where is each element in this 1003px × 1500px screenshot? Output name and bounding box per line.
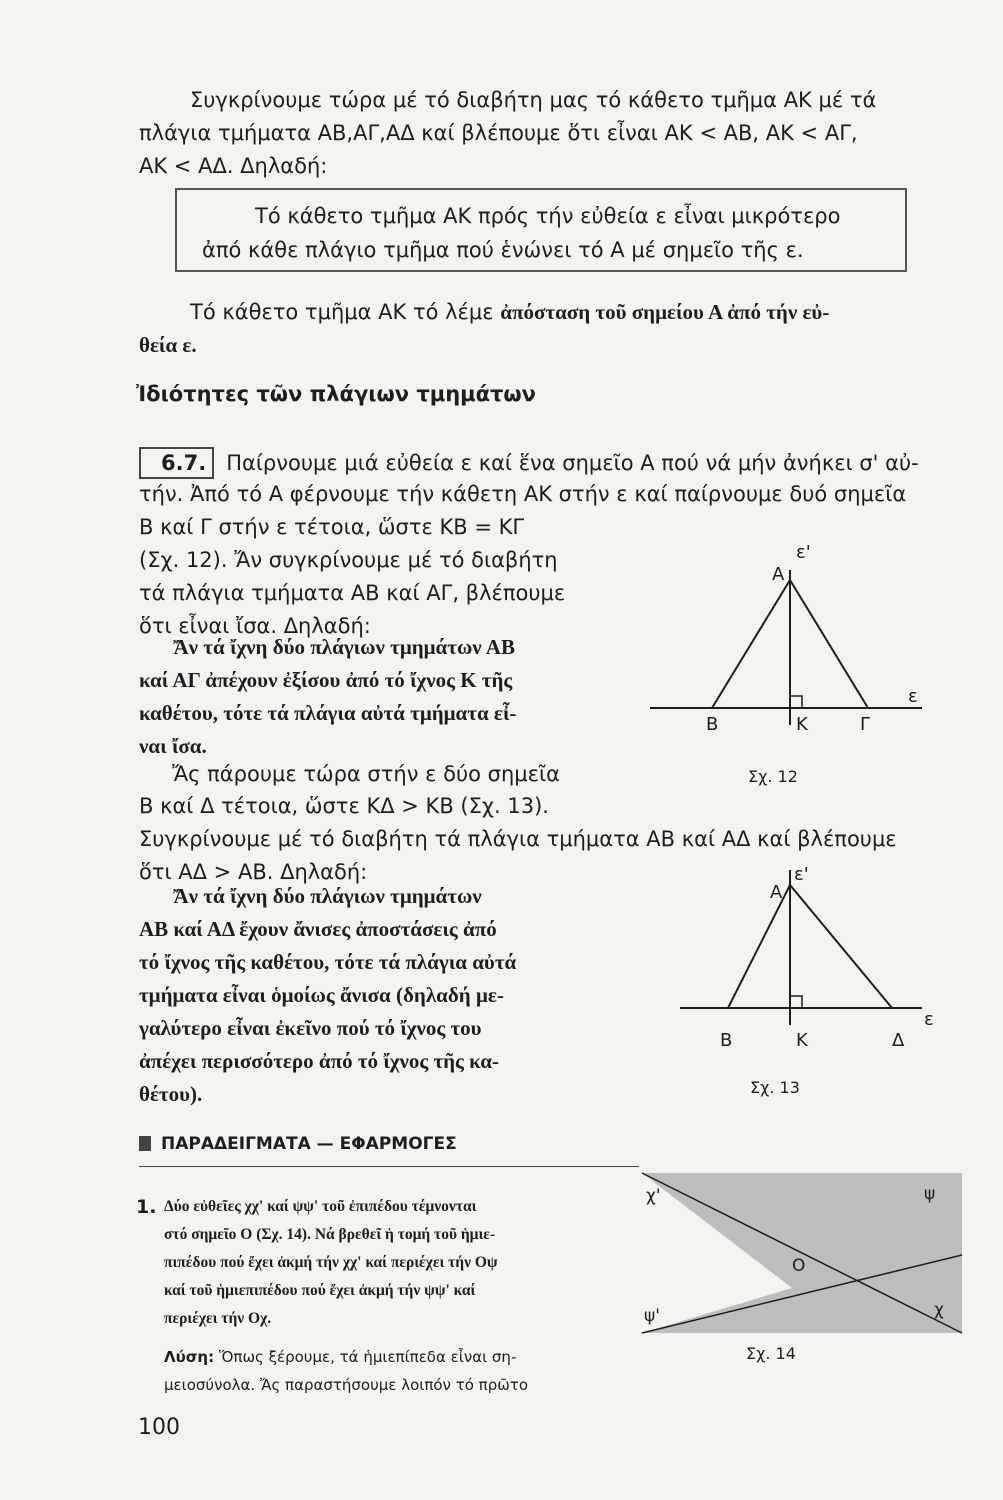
label-e-prime: ε' bbox=[796, 542, 811, 563]
divider bbox=[139, 1166, 639, 1167]
segment-ab bbox=[728, 885, 790, 1008]
section-title: Ἰδιότητες τῶν πλάγιων τμημάτων bbox=[136, 382, 536, 406]
label-k: Κ bbox=[796, 714, 808, 735]
label-x-prime: χ' bbox=[646, 1186, 661, 1206]
label-a: Α bbox=[770, 882, 783, 903]
label-b: Β bbox=[720, 1030, 733, 1051]
theorem-line: Τό κάθετο τμῆμα ΑΚ πρός τήν εὐθεία ε εἶναι μικρότερο bbox=[255, 204, 841, 228]
rule-line: τό ἴχνος τῆς καθέτου, τότε τά πλάγια αὐτά bbox=[139, 950, 517, 974]
rule-line: ἀπέχει περισσότερο ἀπό τό ἴχνος τῆς κα- bbox=[139, 1049, 499, 1073]
paragraph-line: τά πλάγια τμήματα ΑΒ καί ΑΓ, βλέπουμε bbox=[139, 581, 566, 605]
definition bbox=[190, 296, 829, 329]
definition-text: Τό κάθετο τμῆμα ΑΚ τό λέμε bbox=[190, 300, 501, 324]
paragraph-line: Β καί Γ στήν ε τέτοια, ὥστε ΚΒ = ΚΓ bbox=[139, 515, 525, 539]
segment-ab bbox=[712, 580, 790, 708]
label-d: Δ bbox=[892, 1030, 905, 1051]
example-line: περιέχει τήν Οχ. bbox=[164, 1310, 272, 1327]
label-b: Β bbox=[706, 714, 719, 735]
label-psi: ψ bbox=[924, 1184, 936, 1204]
label-psi-prime: ψ' bbox=[644, 1306, 660, 1326]
figure-caption: Σχ. 14 bbox=[746, 1344, 796, 1363]
solution-text: Ὅπως ξέρουμε, τά ἡμιεπίπεδα εἶναι ση- bbox=[214, 1348, 517, 1366]
paragraph-number: 6.7. bbox=[139, 447, 214, 479]
solution-label: Λύση: bbox=[164, 1348, 215, 1366]
label-a: Α bbox=[772, 564, 785, 585]
label-x: χ bbox=[934, 1300, 944, 1320]
intro-paragraph bbox=[190, 84, 876, 117]
rule-line: Ἄν τά ἴχνη δύο πλάγιων τμημάτων bbox=[173, 884, 482, 908]
intro-line: Συγκρίνουμε τώρα μέ τό διαβήτη μας τό κάθετο τμῆμα ΑΚ μέ τά bbox=[190, 88, 877, 112]
figure-caption: Σχ. 12 bbox=[748, 767, 798, 786]
paragraph-line: ὅτι ΑΔ > ΑΒ. Δηλαδή: bbox=[139, 860, 368, 884]
example-number: 1. bbox=[136, 1196, 157, 1218]
bullet-square-icon bbox=[139, 1136, 151, 1151]
figure-12 bbox=[640, 540, 940, 800]
rule-line: θέτου). bbox=[139, 1082, 203, 1106]
solution bbox=[164, 1343, 636, 1399]
paragraph-line: (Σχ. 12). Ἄν συγκρίνουμε μέ τό διαβήτη bbox=[139, 548, 558, 572]
paragraph-line: τήν. Ἀπό τό Α φέρνουμε τήν κάθετη ΑΚ στήν ε καί παίρνουμε δυό σημεῖα bbox=[139, 482, 907, 506]
paragraph-line: Συγκρίνουμε μέ τό διαβήτη τά πλάγια τμήματα ΑΒ καί ΑΔ καί βλέπουμε bbox=[139, 827, 897, 851]
right-angle-mark bbox=[790, 696, 802, 708]
definition-term: ἀπόσταση τοῦ σημείου Α ἀπό τήν εὐ- bbox=[500, 300, 830, 324]
examples-header bbox=[139, 1134, 457, 1154]
segment-ad bbox=[790, 885, 892, 1008]
theorem-box bbox=[175, 188, 907, 272]
label-e: ε bbox=[924, 1009, 934, 1030]
intro-line: πλάγια τμήματα ΑΒ,ΑΓ,ΑΔ καί βλέπουμε ὅτι εἶναι ΑΚ < ΑΒ, ΑΚ < ΑΓ, bbox=[139, 121, 858, 145]
definition-term-cont: θεία ε. bbox=[139, 333, 197, 357]
segment-ag bbox=[790, 580, 868, 708]
paragraph-6-7-head bbox=[139, 447, 919, 480]
label-g: Γ bbox=[860, 714, 871, 735]
rule-line: ΑΒ καί ΑΔ ἔχουν ἄνισες ἀποστάσεις ἀπό bbox=[139, 917, 497, 941]
right-angle-mark bbox=[790, 996, 802, 1008]
theorem-line: ἀπό κάθε πλάγιο τμῆμα πού ἑνώνει τό Α μέ σημεῖο τῆς ε. bbox=[202, 238, 804, 262]
example-1 bbox=[136, 1193, 636, 1399]
intro-paragraph-cont bbox=[139, 117, 858, 183]
paragraph-line: ὅτι εἶναι ἴσα. Δηλαδή: bbox=[139, 614, 371, 638]
examples-title: ΠΑΡΑΔΕΙΓΜΑΤΑ — ΕΦΑΡΜΟΓΕΣ bbox=[161, 1134, 457, 1154]
paragraph-line: Ἄς πάρουμε τώρα στήν ε δύο σημεῖα bbox=[172, 762, 560, 786]
page-number: 100 bbox=[138, 1415, 180, 1440]
example-statement bbox=[164, 1193, 636, 1333]
rule-line: καί ΑΓ ἀπέχουν ἐξίσου ἀπό τό ἴχνος Κ τῆς bbox=[139, 668, 513, 692]
label-o: Ο bbox=[792, 1256, 806, 1276]
rule-line: ναι ἴσα. bbox=[139, 734, 207, 758]
example-line: καί τοῦ ἡμιεπιπέδου πού ἔχει ἀκμή τήν ψψ' καί bbox=[164, 1282, 476, 1299]
intro-line: ΑΚ < ΑΔ. Δηλαδή: bbox=[139, 154, 328, 178]
example-line: πιπέδου πού ἔχει ἀκμή τήν χχ' καί περιέχει τήν Οψ bbox=[164, 1254, 498, 1271]
rule-line: γαλύτερο εἶναι ἐκεῖνο πού τό ἴχνος του bbox=[139, 1016, 482, 1040]
figure-14 bbox=[642, 1173, 962, 1393]
rule-line: Ἄν τά ἴχνη δύο πλάγιων τμημάτων ΑΒ bbox=[173, 635, 515, 659]
paragraph-line-wrap bbox=[172, 758, 560, 791]
label-k: Κ bbox=[796, 1030, 808, 1051]
figure-caption: Σχ. 13 bbox=[750, 1078, 800, 1097]
rule-equal-distance bbox=[139, 631, 619, 763]
solution-text: μειοσύνολα. Ἄς παραστήσουμε λοιπόν τό πρῶτο bbox=[164, 1376, 528, 1394]
example-line: στό σημεῖο Ο (Σχ. 14). Νά βρεθεῖ ἡ τομή τοῦ ἡμιε- bbox=[164, 1226, 496, 1243]
example-line: Δύο εὐθεῖες χχ' καί ψψ' τοῦ ἐπιπέδου τέμνονται bbox=[164, 1198, 477, 1215]
label-e-prime: ε' bbox=[794, 864, 809, 885]
rule-unequal-distance bbox=[139, 880, 619, 1111]
rule-line: τμήματα εἶναι ὁμοίως ἄνισα (δηλαδή με- bbox=[139, 983, 504, 1007]
figure-13 bbox=[670, 860, 950, 1100]
rule-line: καθέτου, τότε τά πλάγια αὐτά τμήματα εἶ- bbox=[139, 701, 517, 725]
paragraph-line: Παίρνουμε μιά εὐθεία ε καί ἕνα σημεῖο Α πού νά μήν ἀνήκει σ' αὐ- bbox=[226, 451, 919, 475]
paragraph-line: Β καί Δ τέτοια, ὥστε ΚΔ > ΚΒ (Σχ. 13). bbox=[139, 794, 549, 818]
definition-cont bbox=[139, 329, 197, 362]
label-e: ε bbox=[908, 686, 918, 707]
